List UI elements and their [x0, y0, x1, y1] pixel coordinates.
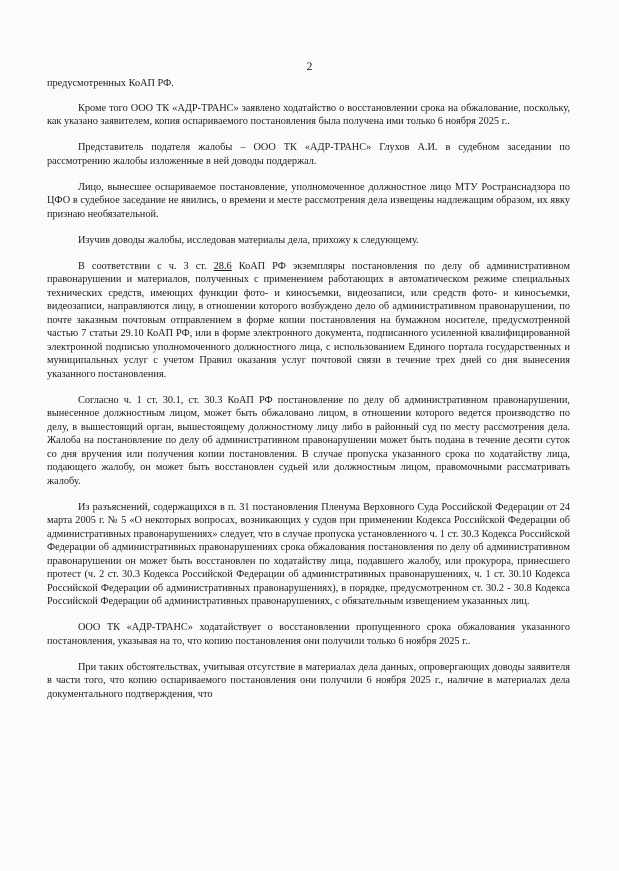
paragraph-continuation: предусмотренных КоАП РФ. [47, 78, 174, 89]
document-body [47, 77, 570, 714]
paragraph-article-30-1: Согласно ч. 1 ст. 30.1, ст. 30.3 КоАП РФ постановление по делу об административном правонарушении, вынесенное должностным лицом, может быть обжаловано лицом, в отношении которого ведется производство по делу, в вышестоящий орган, вышестоящему должностному лицу либо в районный суд по месту рассмотрения дела. Жалоба на постановление по делу об административном правонарушении может быть подана в течение десяти суток со дня вручения или получения копии постановления. В случае пропуска указанного срока по ходатайству лица, подающего жалобу, он может быть восстановлен судьей или должностным лицом, правомочными рассматривать жалобу. [47, 394, 570, 487]
page-number: 2 [306, 61, 313, 73]
paragraph-official-absent: Лицо, вынесшее оспариваемое постановление, уполномоченное должностное лицо МТУ Ространснадзора по ЦФО в судебное заседание не явились, о времени и месте рассмотрения дела извещены надлежащим образом, их явку признаю необязательной. [47, 181, 570, 220]
paragraph-representative: Представитель подателя жалобы – ООО ТК «АДР-ТРАНС» Глухов А.И. в судебном заседании по рассмотрению жалобы изложенные в ней доводы поддержал. [47, 142, 570, 167]
paragraph-appeal-term-request: Кроме того ООО ТК «АДР-ТРАНС» заявлено ходатайство о восстановлении срока на обжалование, поскольку, как указано заявителем, копия оспариваемого постановления была получена ими только 6 ноября 2025 г.. [47, 102, 570, 127]
paragraph-article-28-6-pre: В соответствии с ч. 3 ст. [78, 260, 214, 272]
paragraph-restoration-request: ООО ТК «АДР-ТРАНС» ходатайствует о восстановлении пропущенного срока обжалования указанного постановления, указывая на то, что копию постановления они получили только 6 ноября 2025 г.. [47, 622, 570, 647]
paragraph-article-28-6-post: КоАП РФ экземпляры постановления по делу об административном правонарушении и материалов, полученных с применением работающих в автоматическом режиме специальных технических средств, имеющих функции фото- и киносъемки, видеозаписи, или средств фото- и киносъемки, видеозаписи, направляются лицу, в отношении которого возбуждено дело об административном правонарушении, по почте заказным почтовым отправлением в форме копии постановления на бумажном носителе, предусмотренной частью 7 статьи 29.10 КоАП РФ, или в форме электронного документа, подписанного усиленной квалифицированной электронной подписью уполномоченного должностного лица, с использованием Единого портала государственных и муниципальных услуг с учетом Правил оказания услуг почтовой связи в течение трех дней со дня вынесения указанного постановления. [47, 260, 571, 380]
article-28-6-link[interactable]: 28.6 [213, 260, 232, 272]
paragraph-plenum-clarification: Из разъяснений, содержащихся в п. 31 постановления Пленума Верховного Суда Российской Федерации от 24 марта 2005 г. № 5 «О некоторых вопросах, возникающих у судов при применении Кодекса Российской Федерации об административных правонарушениях» следует, что в случае пропуска установленного ч. 1 ст. 30.3 Кодекса Российской Федерации об административных правонарушениях срока обжалования постановления по делу об административном правонарушении он может быть восстановлен по ходатайству лица, подавшего жалобу, или прокурора, принесшего протест (ч. 2 ст. 30.3 Кодекса Российской Федерации об административных правонарушениях, ч. 1 ст. 30.10 Кодекса Российской Федерации об административных правонарушениях), в порядке, предусмотренном ст. 30.2 - 30.8 Кодекса Российской Федерации об административных правонарушениях, с обязательным извещением указанных лиц. [47, 501, 570, 607]
paragraph-findings-intro: Изучив доводы жалобы, исследовав материалы дела, прихожу к следующему. [78, 234, 419, 246]
paragraph-circumstances: При таких обстоятельствах, учитывая отсутствие в материалах дела данных, опровергающих доводы заявителя в части того, что копию оспариваемого постановления они получили 6 ноября 2025 г., наличие в материалах дела документального подтверждения, что [47, 661, 570, 700]
paragraph-article-28-6 [47, 260, 570, 382]
